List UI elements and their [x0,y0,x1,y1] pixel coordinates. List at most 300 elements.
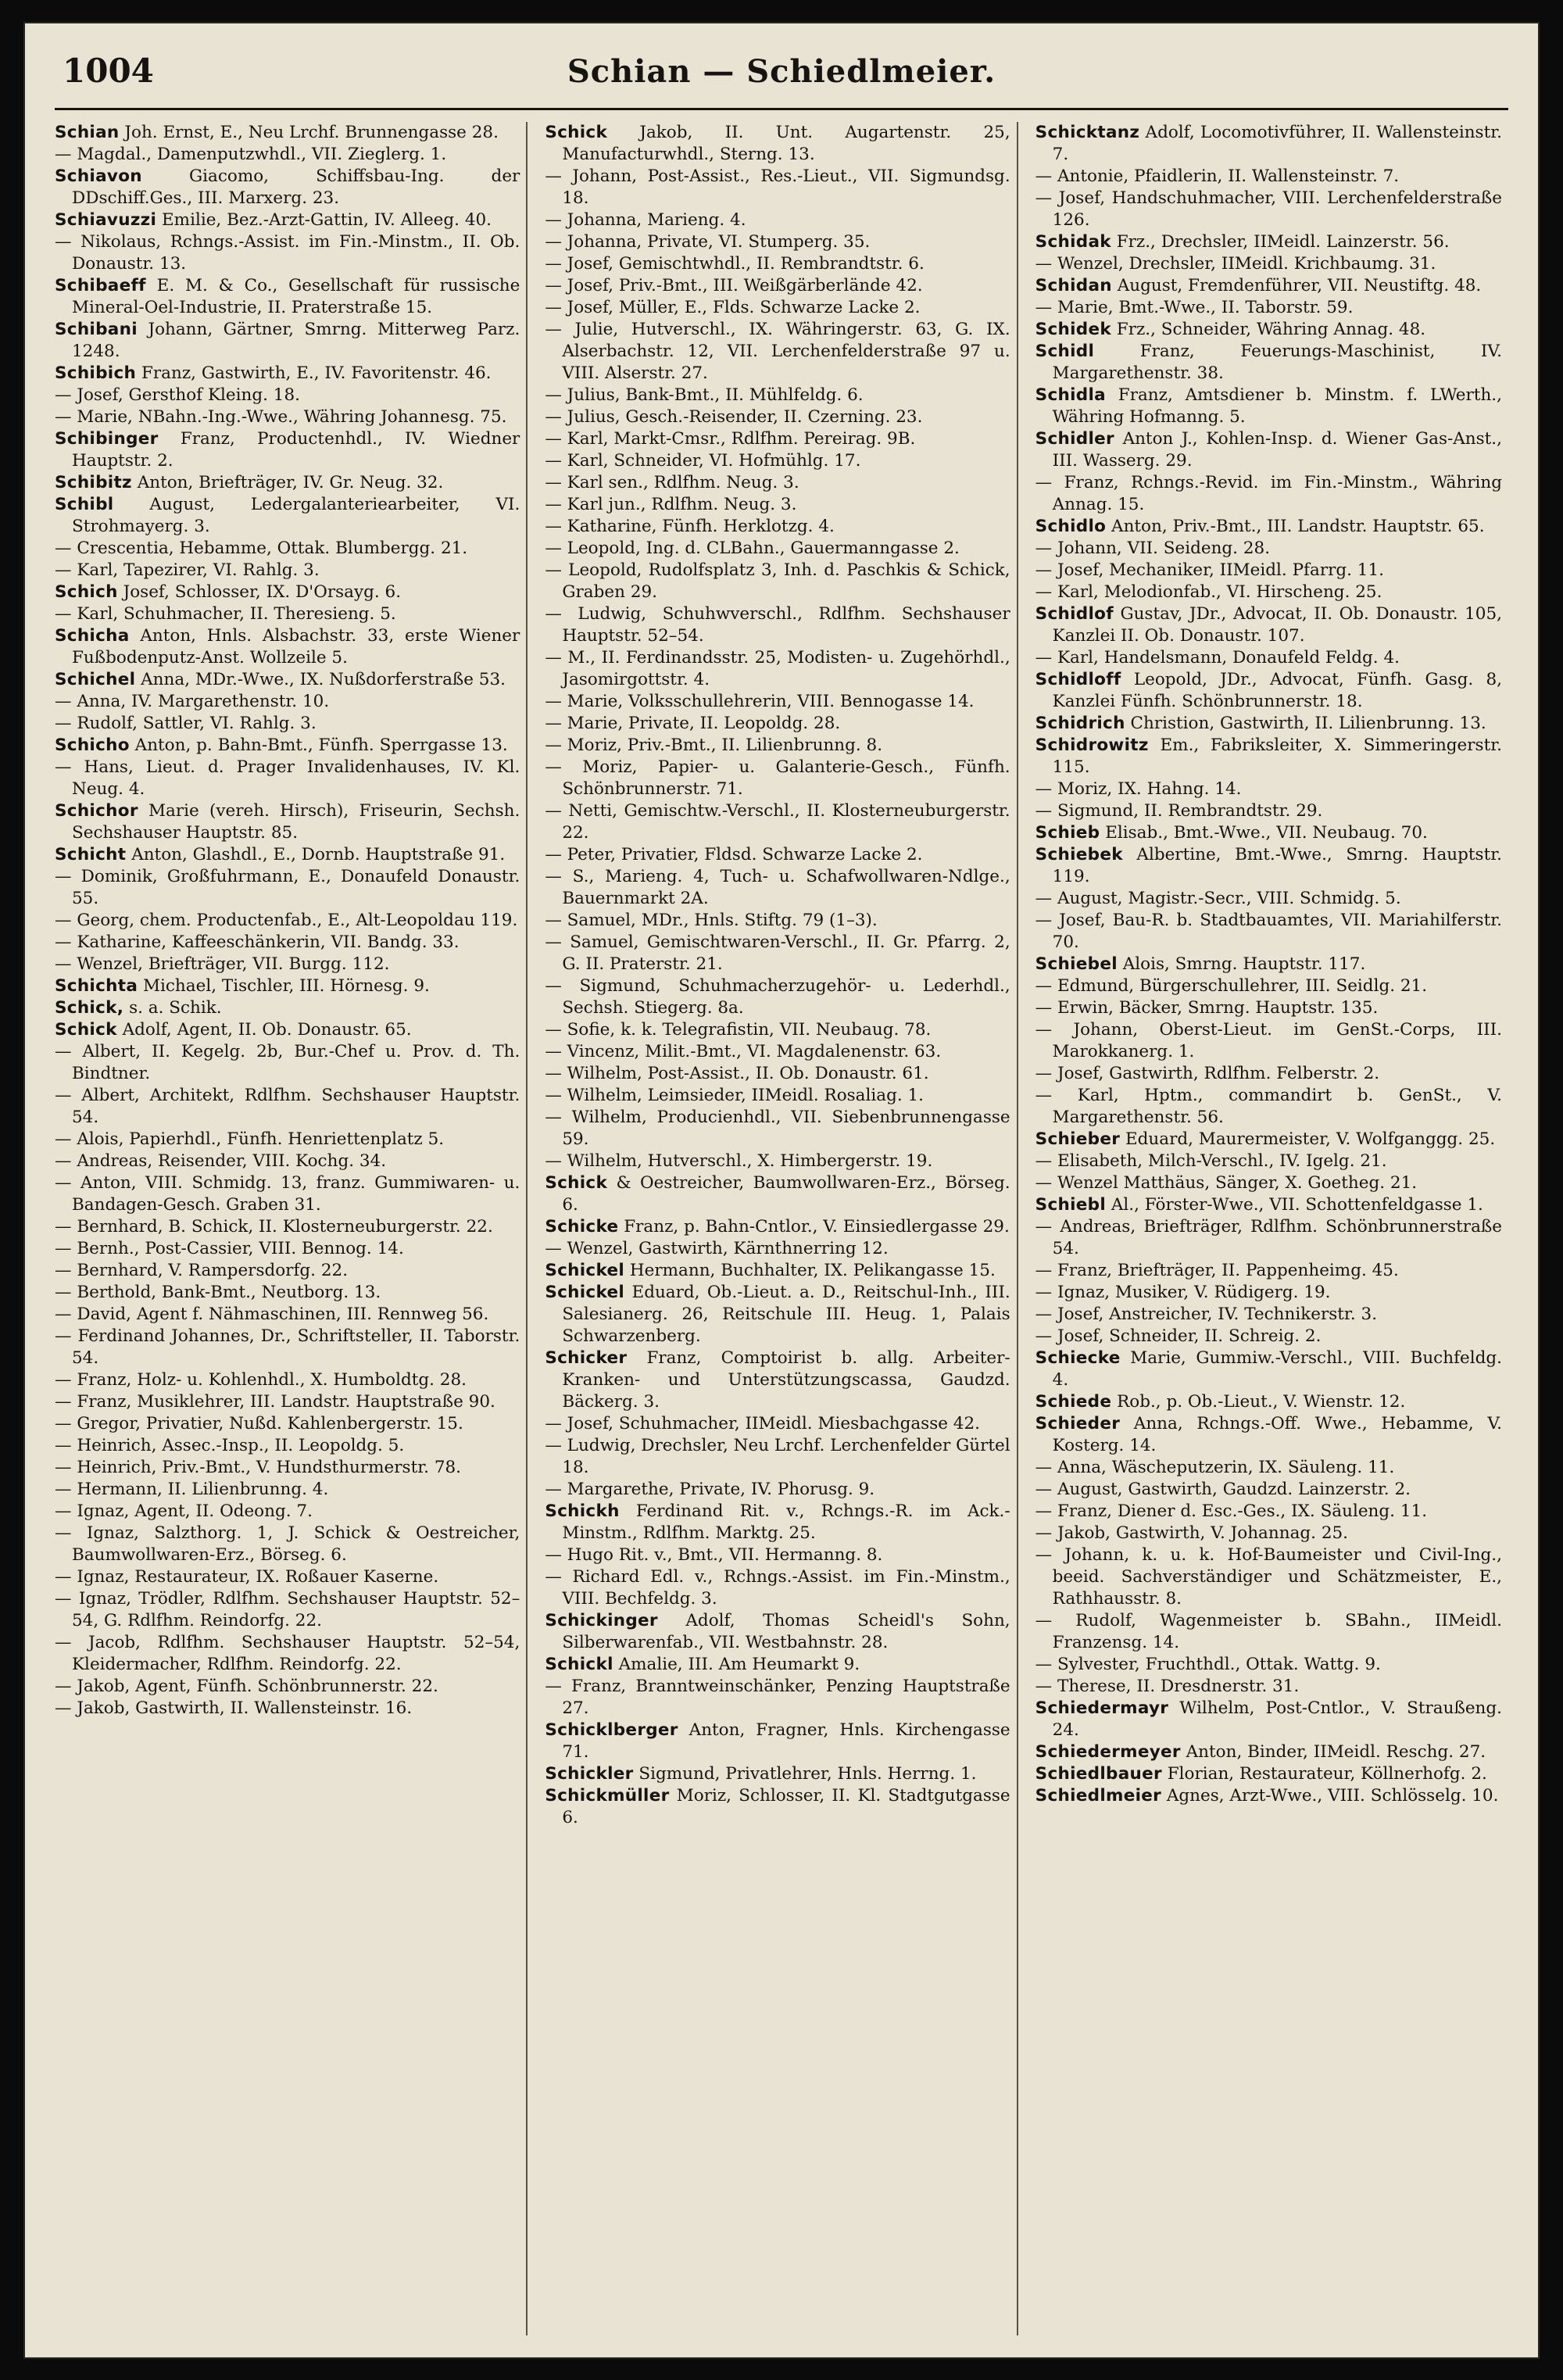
directory-entry [1035,778,1502,800]
directory-entry [545,275,1010,297]
entry-details: Marie (vereh. Hirsch), Friseurin, Sechsh. Sechshauser Hauptstr. 85. [72,801,520,843]
directory-entry [545,209,1010,231]
entry-details: Jakob, II. Unt. Augartenstr. 25, Manufacturwhdl., Sterng. 13. [562,123,1010,164]
entry-details: — Johann, k. u. k. Hof-Baumeister und Civil-Ing., beeid. Sachverständiger und Schätzmeister, E., Rathhausstr. 8. [1035,1545,1502,1609]
directory-entry [1035,385,1502,428]
entry-details: Hermann, Buchhalter, IX. Pelikangasse 15. [629,1261,996,1280]
entry-surname: Schidrich [1035,714,1125,733]
directory-entry [55,910,520,932]
directory-entry [545,1785,1010,1829]
directory-entry [1035,997,1502,1019]
entry-details: — Hugo Rit. v., Bmt., VII. Hermanng. 8. [545,1545,883,1565]
directory-entry [545,1238,1010,1260]
entry-details: — Anna, IV. Margarethenstr. 10. [55,692,330,711]
directory-entry [55,735,520,757]
entry-details: Florian, Restaurateur, Köllnerhofg. 2. [1167,1764,1487,1784]
directory-entry [545,385,1010,406]
directory-entry [55,1326,520,1369]
entry-surname: Schiebel [1035,954,1118,974]
directory-entry [1035,1063,1502,1085]
directory-entry [545,428,1010,450]
directory-entry [55,1413,520,1435]
entry-surname: Schicktanz [1035,123,1140,142]
entry-surname: Schidrowitz [1035,735,1149,755]
entry-details: — Karl, Handelsmann, Donaufeld Feldg. 4. [1035,648,1400,667]
directory-entry [55,1151,520,1172]
page-header [55,45,1508,108]
directory-entry [1035,231,1502,253]
directory-entry [1035,1785,1502,1807]
directory-entry [55,1282,520,1304]
entry-details: — Leopold, Ing. d. CLBahn., Gauermanngasse 2. [545,539,960,558]
entry-details: Ferdinand Rit. v., Rchngs.-R. im Ack.-Minstm., Rdlfhm. Marktg. 25. [562,1501,1010,1543]
entry-surname: Schiecke [1035,1348,1121,1368]
directory-entry [55,1172,520,1216]
directory-entry [55,1041,520,1085]
header-rule [55,108,1508,110]
entry-surname: Schidak [1035,232,1111,252]
directory-entry [55,1238,520,1260]
entry-surname: Schidl [1035,342,1095,361]
directory-entry [545,1041,1010,1063]
entry-surname: Schicht [55,845,127,864]
directory-entry [1035,1172,1502,1194]
entry-details: — Johann, Post-Assist., Res.-Lieut., VII. Sigmundsg. 18. [545,166,1010,208]
entry-details: — Jacob, Rdlfhm. Sechshauser Hauptstr. 52–54, Kleidermacher, Rdlfhm. Reindorfg. 22. [55,1633,520,1674]
directory-entry [1035,1151,1502,1172]
entry-surname: Schicho [55,735,130,755]
directory-entry [1035,1194,1502,1216]
entry-details: — August, Gastwirth, Gaudzd. Lainzerstr. 2. [1035,1480,1411,1499]
directory-entry [1035,1413,1502,1457]
entry-surname: Schiavon [55,166,142,186]
directory-entry [1035,297,1502,319]
entry-details: — Josef, Schneider, II. Schreig. 2. [1035,1326,1322,1346]
entry-details: — Sigmund, Schuhmacherzugehör- u. Lederhdl., Sechsh. Stiegerg. 8a. [545,976,1010,1018]
entry-details: Johann, Gärtner, Smrng. Mitterweg Parz. 1248. [72,320,520,361]
directory-entry [1035,1216,1502,1260]
entry-details: — Wenzel, Drechsler, IIMeidl. Krichbaumg. 31. [1035,254,1436,274]
directory-entry [1035,1326,1502,1347]
directory-entry [1035,516,1502,538]
entry-details: Gustav, JDr., Advocat, II. Ob. Donaustr. 105, Kanzlei II. Ob. Donaustr. 107. [1052,604,1502,646]
directory-entry [55,1479,520,1501]
directory-entry [55,319,520,363]
directory-entry [545,1501,1010,1544]
entry-details: — David, Agent f. Nähmaschinen, III. Rennweg 56. [55,1305,489,1324]
directory-entry [55,1501,520,1523]
entry-details: — Franz, Diener d. Esc.-Ges., IX. Säuleng. 11. [1035,1501,1428,1521]
directory-entry [545,603,1010,647]
directory-entry [55,625,520,669]
entry-details: — Josef, Mechaniker, IIMeidl. Pfarrg. 11. [1035,560,1385,580]
entry-details: — Nikolaus, Rchngs.-Assist. im Fin.-Minstm., II. Ob. Donaustr. 13. [55,232,520,274]
entry-details: — Julius, Bank-Bmt., II. Mühlfeldg. 6. [545,385,864,405]
directory-entry [545,713,1010,735]
entry-details: — Wenzel, Gastwirth, Kärnthnerring 12. [545,1239,889,1258]
entry-surname: Schibl [55,495,114,514]
directory-entry [1035,713,1502,735]
entry-details: Frz., Schneider, Währing Annag. 48. [1116,320,1426,339]
entry-details: Franz, Productenhdl., IV. Wiedner Hauptstr. 2. [72,429,520,471]
directory-entry [545,800,1010,844]
directory-entry [1035,1129,1502,1151]
entry-details: — Sylvester, Fruchthdl., Ottak. Wattg. 9. [1035,1655,1381,1674]
entry-surname: Schiedermeyer [1035,1742,1181,1762]
entry-surname: Schiedermayr [1035,1698,1169,1718]
directory-entry [1035,1479,1502,1501]
entry-details: Franz, Comptoirist b. allg. Arbeiter-Kranken- und Unterstützungscassa, Gaudzd. Bäckerg. 3. [562,1348,1010,1412]
directory-entry [55,975,520,997]
entry-surname: Schieber [1035,1129,1121,1149]
directory-entry [55,757,520,800]
entry-surname: Schidler [1035,429,1114,449]
directory-entry [545,1019,1010,1041]
entry-surname: Schick [545,1173,608,1193]
directory-entry [55,932,520,954]
entry-details: — M., II. Ferdinandsstr. 25, Modisten- u. Zugehörhdl., Jasomirgottstr. 4. [545,648,1010,689]
entry-details: — Moriz, Priv.-Bmt., II. Lilienbrunng. 8. [545,735,883,755]
entry-details: Anton, Binder, IIMeidl. Reschg. 27. [1186,1742,1486,1762]
entry-surname: Schieder [1035,1414,1121,1433]
directory-entry [545,406,1010,428]
directory-entry [55,231,520,275]
entry-details: — Samuel, Gemischtwaren-Verschl., II. Gr. Pfarrg. 2, G. II. Praterstr. 21. [545,932,1010,974]
entry-details: — Wenzel, Briefträger, VII. Burgg. 112. [55,954,390,974]
directory-entry [545,1107,1010,1151]
entry-details: Sigmund, Privatlehrer, Hnls. Herrng. 1. [638,1764,977,1784]
entry-details: Eduard, Ob.-Lieut. a. D., Reitschul-Inh., III. Salesianerg. 26, Reitschule III. Heug. 1, Palais Schwarzenberg. [562,1283,1010,1346]
entry-surname: Schidloff [1035,670,1121,689]
entry-details: — Ignaz, Restaurateur, IX. Roßauer Kaserne. [55,1567,439,1587]
entry-details: — Margarethe, Private, IV. Phorusg. 9. [545,1480,875,1499]
entry-details: — Richard Edl. v., Rchngs.-Assist. im Fin.-Minstm., VIII. Bechfeldg. 3. [545,1567,1010,1609]
directory-entry [1035,1544,1502,1610]
directory-entry [545,560,1010,603]
entry-surname: Schibitz [55,473,132,492]
directory-entry [55,209,520,231]
entry-details: — Jakob, Agent, Fünfh. Schönbrunnerstr. 22. [55,1677,438,1696]
entry-details: — Therese, II. Dresdnerstr. 31. [1035,1677,1300,1696]
directory-entry [55,1523,520,1566]
running-title: Schian — Schiedlmeier. [567,53,996,90]
directory-entry [1035,1523,1502,1544]
entry-surname: Schidla [1035,385,1106,405]
entry-details: — Karl jun., Rdlfhm. Neug. 3. [545,495,797,514]
directory-entry [55,582,520,603]
directory-entry [1035,428,1502,472]
entry-surname: Schiede [1035,1392,1112,1412]
entry-details: Adolf, Locomotivführer, II. Wallensteinstr. 7. [1052,123,1502,164]
entry-surname: Schicker [545,1348,628,1368]
entry-details: — Andreas, Briefträger, Rdlfhm. Schönbrunnerstraße 54. [1035,1217,1502,1258]
directory-entry [545,450,1010,472]
directory-entry [55,406,520,428]
directory-entry [55,144,520,166]
entry-surname: Schibich [55,363,137,383]
directory-entry [545,1720,1010,1763]
entry-details: Anna, MDr.-Wwe., IX. Nußdorferstraße 53. [141,670,506,689]
entry-details: Adolf, Thomas Scheidl's Sohn, Silberwarenfab., VII. Westbahnstr. 28. [562,1611,1010,1652]
directory-entry [545,1172,1010,1216]
entry-details: — Sigmund, II. Rembrandtstr. 29. [1035,801,1323,821]
directory-entry [545,1085,1010,1107]
entry-details: Rob., p. Ob.-Lieut., V. Wienstr. 12. [1117,1392,1406,1412]
entry-details: — Anna, Wäscheputzerin, IX. Säuleng. 11. [1035,1458,1395,1477]
entry-details: — Bernh., Post-Cassier, VIII. Bennog. 14. [55,1239,404,1258]
entry-details: — Magdal., Damenputzwhdl., VII. Zieglerg. 1. [55,145,447,164]
entry-surname: Schibinger [55,429,159,449]
directory-entry [545,166,1010,209]
entry-details: — Moriz, IX. Hahng. 14. [1035,779,1242,799]
entry-details: — Samuel, MDr., Hnls. Stiftg. 79 (1–3). [545,911,878,930]
entry-details: Anton, Priv.-Bmt., III. Landstr. Hauptstr. 65. [1111,517,1485,536]
entry-details: — Alois, Papierhdl., Fünfh. Henriettenplatz 5. [55,1129,445,1149]
entry-details: August, Ledergalanteriearbeiter, VI. Strohmayerg. 3. [72,495,520,536]
entry-details: s. a. Schik. [129,998,222,1018]
directory-entry [1035,472,1502,516]
directory-entry [1035,822,1502,844]
entry-details: — Edmund, Bürgerschullehrer, III. Seidlg. 21. [1035,976,1428,996]
entry-details: — Bernhard, V. Rampersdorfg. 22. [55,1261,349,1280]
directory-entry [1035,1763,1502,1785]
directory-entry [545,735,1010,757]
entry-details: — Ludwig, Schuhwverschl., Rdlfhm. Sechshauser Hauptstr. 52–54. [545,604,1010,646]
entry-details: — S., Marieng. 4, Tuch- u. Schafwollwaren-Ndlge., Bauernmarkt 2A. [545,867,1010,908]
directory-entry [1035,669,1502,713]
entry-details: Elisab., Bmt.-Wwe., VII. Neubaug. 70. [1105,823,1428,843]
directory-entry [1035,319,1502,341]
entry-surname: Schieb [1035,823,1100,843]
entry-details: — Albert, II. Kegelg. 2b, Bur.-Chef u. Prov. d. Th. Bindtner. [55,1042,520,1083]
directory-entry [1035,1304,1502,1326]
entry-surname: Schickel [545,1283,625,1302]
directory-entry [1035,560,1502,582]
entry-surname: Schidlo [1035,517,1107,536]
directory-entry [545,647,1010,691]
entry-surname: Schickmüller [545,1786,670,1806]
directory-entry [55,560,520,582]
entry-details: — Hans, Lieut. d. Prager Invalidenhauses, IV. Kl. Neug. 4. [55,757,520,799]
entry-details: — Josef, Gemischtwhdl., II. Rembrandtstr. 6. [545,254,925,274]
entry-details: & Oestreicher, Baumwollwaren-Erz., Börseg. 6. [562,1173,1010,1215]
entry-details: — Karl, Schuhmacher, II. Theresieng. 5. [55,604,396,624]
directory-entry [1035,122,1502,166]
directory-entry [1035,1741,1502,1763]
entry-details: — Heinrich, Assec.-Insp., II. Leopoldg. 5. [55,1436,405,1455]
directory-entry [55,363,520,385]
directory-entry [55,472,520,494]
entry-details: — Josef, Handschuhmacher, VIII. Lerchenfelderstraße 126. [1035,188,1502,230]
entry-details: Leopold, JDr., Advocat, Fünfh. Gasg. 8, Kanzlei Fünfh. Schönbrunnerstr. 18. [1052,670,1502,711]
entry-details: Anton, Fragner, Hnls. Kirchengasse 71. [562,1720,1010,1762]
entry-details: — Bernhard, B. Schick, II. Klosterneuburgerstr. 22. [55,1217,493,1237]
directory-entry [545,253,1010,275]
entry-details: — Josef, Priv.-Bmt., III. Weißgärberlände 42. [545,276,923,295]
entry-details: Franz, Feuerungs-Maschinist, IV. Margarethenstr. 38. [1052,342,1502,383]
directory-entry [545,1566,1010,1610]
entry-surname: Schiebek [1035,845,1123,864]
entry-details: — Antonie, Pfaidlerin, II. Wallensteinstr. 7. [1035,166,1400,186]
entry-details: Wilhelm, Post-Cntlor., V. Straußeng. 24. [1052,1698,1502,1740]
directory-entry [545,1260,1010,1282]
entry-details: Agnes, Arzt-Wwe., VIII. Schlösselg. 10. [1166,1786,1499,1806]
entry-details: Anton, Hnls. Alsbachstr. 33, erste Wiener Fußbodenputz-Anst. Wollzeile 5. [72,626,520,667]
directory-entry [55,603,520,625]
columns [55,122,1508,2335]
directory-entry [545,122,1010,166]
directory-entry [545,1654,1010,1676]
directory-entry [545,1063,1010,1085]
entry-details: — Hermann, II. Lilienbrunng. 4. [55,1480,329,1499]
entry-details: — Albert, Architekt, Rdlfhm. Sechshauser Hauptstr. 54. [55,1086,520,1127]
entry-details: Albertine, Bmt.-Wwe., Smrng. Hauptstr. 119. [1052,845,1502,886]
directory-entry [1035,1501,1502,1523]
entry-details: Anton, Glashdl., E., Dornb. Hauptstraße 91. [131,845,506,864]
entry-details: — Jakob, Gastwirth, II. Wallensteinstr. 16. [55,1698,413,1718]
entry-details: — Marie, NBahn.-Ing.-Wwe., Währing Johannesg. 75. [55,407,507,427]
entry-surname: Schick [545,123,608,142]
entry-surname: Schibaeff [55,276,146,295]
entry-details: — Karl, Hptm., commandirt b. GenSt., V. Margarethenstr. 56. [1035,1086,1502,1127]
entry-details: Emilie, Bez.-Arzt-Gattin, IV. Alleeg. 40. [161,210,492,230]
entry-details: Alois, Smrng. Hauptstr. 117. [1122,954,1366,974]
directory-entry [1035,647,1502,669]
directory-entry [1035,1085,1502,1129]
entry-surname: Schichel [55,670,136,689]
entry-details: — Crescentia, Hebamme, Ottak. Blumbergg. 21. [55,539,468,558]
directory-entry [55,997,520,1019]
entry-details: — Karl, Schneider, VI. Hofmühlg. 17. [545,451,861,471]
directory-entry [55,494,520,538]
column-3 [1035,122,1508,2335]
entry-details: Anton, Briefträger, IV. Gr. Neug. 32. [137,473,444,492]
entry-details: — Wenzel Matthäus, Sänger, X. Goetheg. 21. [1035,1173,1418,1193]
directory-entry [545,494,1010,516]
entry-details: — Dominik, Großfuhrmann, E., Donaufeld Donaustr. 55. [55,867,520,908]
directory-entry [545,231,1010,253]
entry-details: — Katharine, Kaffeeschänkerin, VII. Bandg. 33. [55,932,460,952]
directory-entry [1035,975,1502,997]
entry-details: — Berthold, Bank-Bmt., Neutborg. 13. [55,1283,381,1302]
entry-surname: Schicha [55,626,130,646]
entry-surname: Schicklberger [545,1720,678,1740]
entry-details: — Sofie, k. k. Telegrafistin, VII. Neubaug. 78. [545,1020,932,1040]
entry-details: — Josef, Müller, E., Flds. Schwarze Lacke 2. [545,298,921,317]
directory-entry [1035,1676,1502,1698]
directory-entry [55,1369,520,1391]
directory-entry [545,319,1010,385]
entry-surname: Schiavuzzi [55,210,157,230]
directory-entry [1035,1457,1502,1479]
entry-details: — Ignaz, Salzthorg. 1, J. Schick & Oestreicher, Baumwollwaren-Erz., Börseg. 6. [55,1523,520,1565]
directory-entry [1035,954,1502,975]
entry-details: — Franz, Branntweinschänker, Penzing Hauptstraße 27. [545,1677,1010,1718]
entry-details: Michael, Tischler, III. Hörnesg. 9. [143,976,430,996]
directory-entry [55,275,520,319]
directory-entry [55,1588,520,1632]
directory-entry [1035,1698,1502,1741]
directory-entry [545,1479,1010,1501]
entry-details: — Julie, Hutverschl., IX. Währingerstr. 63, G. IX. Alserbachstr. 12, VII. Lerchenfelderstraße 97 u. VIII. Alserstr. 27. [545,320,1010,383]
directory-entry [55,713,520,735]
directory-entry [55,166,520,209]
directory-entry [55,538,520,560]
directory-entry [1035,844,1502,888]
entry-surname: Schick [55,1020,117,1040]
entry-surname: Schiedlbauer [1035,1764,1162,1784]
entry-surname: Schidek [1035,320,1111,339]
entry-details: Marie, Gummiw.-Verschl., VIII. Buchfeldg. 4. [1052,1348,1502,1390]
directory-entry [1035,603,1502,647]
directory-entry [1035,735,1502,778]
directory-entry [545,1610,1010,1654]
entry-surname: Schidan [1035,276,1112,295]
entry-details: — Franz, Rchngs.-Revid. im Fin.-Minstm., Währing Annag. 15. [1035,473,1502,514]
directory-entry [1035,1282,1502,1304]
directory-entry [545,538,1010,560]
entry-details: — Ferdinand Johannes, Dr., Schriftsteller, II. Taborstr. 54. [55,1326,520,1368]
entry-details: Franz, p. Bahn-Cntlor., V. Einsiedlergasse 29. [624,1217,1010,1237]
entry-details: E. M. & Co., Gesellschaft für russische Mineral-Oel-Industrie, II. Praterstraße 15. [72,276,520,317]
directory-page [23,22,1540,2359]
entry-details: — Anton, VIII. Schmidg. 13, franz. Gummiwaren- u. Bandagen-Gesch. Graben 31. [55,1173,520,1215]
directory-entry [55,1457,520,1479]
directory-entry [55,1391,520,1413]
entry-details: Al., Förster-Wwe., VII. Schottenfeldgasse 1. [1111,1195,1483,1215]
entry-surname: Schich [55,582,118,602]
directory-entry [1035,253,1502,275]
entry-details: — Marie, Volksschullehrerin, VIII. Bennogasse 14. [545,692,975,711]
entry-details: — Rudolf, Sattler, VI. Rahlg. 3. [55,714,317,733]
directory-entry [545,866,1010,910]
directory-entry [545,1216,1010,1238]
entry-details: — Josef, Gastwirth, Rdlfhm. Felberstr. 2. [1035,1064,1380,1083]
column-1 [55,122,528,2335]
entry-details: Anton, p. Bahn-Bmt., Fünfh. Sperrgasse 13. [134,735,508,755]
directory-entry [1035,1610,1502,1654]
entry-details: — Karl sen., Rdlfhm. Neug. 3. [545,473,799,492]
directory-entry [55,1566,520,1588]
directory-entry [545,1676,1010,1720]
entry-surname: Schickinger [545,1611,658,1630]
directory-entry [55,1216,520,1238]
entry-details: — Katharine, Fünfh. Herklotzg. 4. [545,517,835,536]
entry-surname: Schiebl [1035,1195,1107,1215]
directory-entry [1035,1654,1502,1676]
entry-details: — Johann, VII. Seideng. 28. [1035,539,1271,558]
entry-details: — August, Magistr.-Secr., VIII. Schmidg. 5. [1035,889,1401,908]
entry-details: — Netti, Gemischtw.-Verschl., II. Klosterneuburgerstr. 22. [545,801,1010,843]
directory-entry [545,932,1010,975]
directory-entry [1035,1347,1502,1391]
entry-details: — Wilhelm, Leimsieder, IIMeidl. Rosaliag. 1. [545,1086,925,1105]
directory-entry [55,954,520,975]
directory-entry [1035,275,1502,297]
directory-entry [55,1632,520,1676]
directory-entry [55,1304,520,1326]
entry-details: — Josef, Bau-R. b. Stadtbauamtes, VII. Mariahilferstr. 70. [1035,911,1502,952]
directory-entry [1035,188,1502,231]
entry-details: — Josef, Schuhmacher, IIMeidl. Miesbachgasse 42. [545,1414,980,1433]
entry-details: — Rudolf, Wagenmeister b. SBahn., IIMeidl. Franzensg. 14. [1035,1611,1502,1652]
directory-entry [55,691,520,713]
entry-details: — Ignaz, Trödler, Rdlfhm. Sechshauser Hauptstr. 52–54, G. Rdlfhm. Reindorfg. 22. [55,1589,520,1630]
directory-entry [545,472,1010,494]
entry-details: Anna, Rchngs.-Off. Wwe., Hebamme, V. Kosterg. 14. [1052,1414,1502,1455]
entry-details: — Jakob, Gastwirth, V. Johannag. 25. [1035,1523,1349,1543]
entry-details: — Moriz, Papier- u. Galanterie-Gesch., Fünfh. Schönbrunnerstr. 71. [545,757,1010,799]
